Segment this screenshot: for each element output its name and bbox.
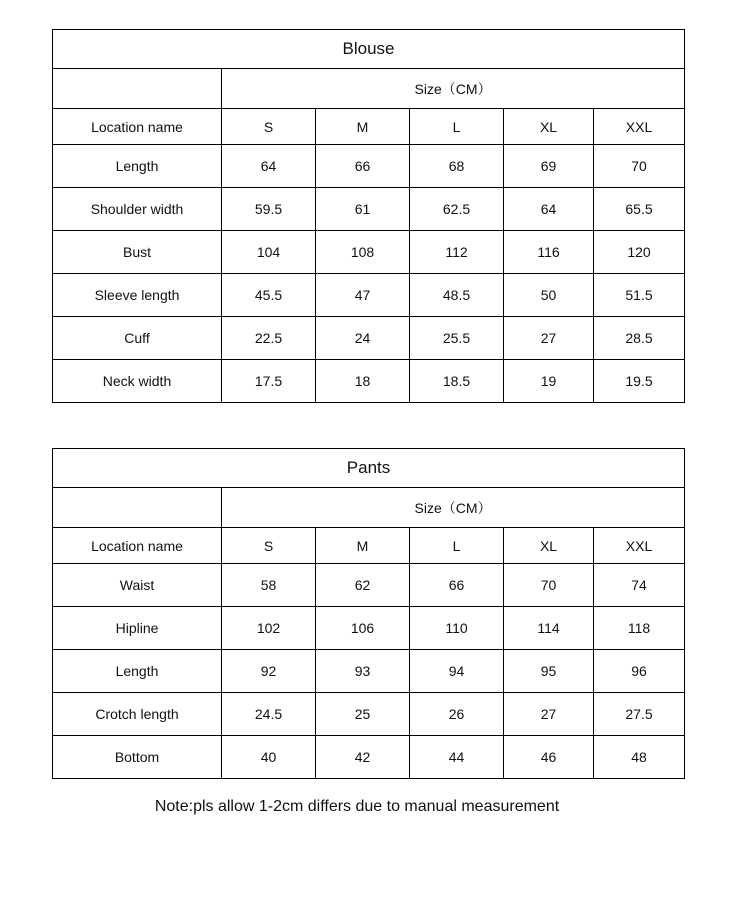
table-cell: 116 [504, 231, 594, 274]
table-cell: 48 [594, 736, 685, 779]
table-cell: 94 [410, 650, 504, 693]
measurement-note: Note:pls allow 1-2cm differs due to manual measurement [154, 798, 560, 815]
table-row [53, 274, 685, 317]
row-label: Hipline [53, 607, 222, 650]
row-label: Crotch length [53, 693, 222, 736]
table-cell: 69 [504, 145, 594, 188]
table-cell: 62.5 [410, 188, 504, 231]
table-cell: 27.5 [594, 693, 685, 736]
size-unit-label: Size（CM） [222, 488, 685, 528]
table-cell: 45.5 [222, 274, 316, 317]
pants-size-table [52, 448, 685, 779]
column-header: XL [504, 528, 594, 564]
table-cell: 18.5 [410, 360, 504, 403]
blouse-size-table [52, 29, 685, 403]
table-row [53, 145, 685, 188]
table-cell: 120 [594, 231, 685, 274]
table-cell: 64 [504, 188, 594, 231]
table-row [53, 650, 685, 693]
table-cell: 104 [222, 231, 316, 274]
table-row [53, 564, 685, 607]
column-header: S [222, 528, 316, 564]
table-cell: 106 [316, 607, 410, 650]
table-cell: 19.5 [594, 360, 685, 403]
table-cell: 68 [410, 145, 504, 188]
column-header: L [410, 528, 504, 564]
table-cell: 110 [410, 607, 504, 650]
table-row [53, 607, 685, 650]
table-cell: 44 [410, 736, 504, 779]
column-header: L [410, 109, 504, 145]
row-label: Cuff [53, 317, 222, 360]
table-cell: 24 [316, 317, 410, 360]
table-row [53, 317, 685, 360]
table-cell: 50 [504, 274, 594, 317]
row-label: Shoulder width [53, 188, 222, 231]
row-label: Bust [53, 231, 222, 274]
table-row [53, 188, 685, 231]
table-cell: 40 [222, 736, 316, 779]
table-cell: 118 [594, 607, 685, 650]
table-cell: 51.5 [594, 274, 685, 317]
table-cell: 74 [594, 564, 685, 607]
size-unit-label: Size（CM） [222, 69, 685, 109]
row-label: Neck width [53, 360, 222, 403]
table-cell: 59.5 [222, 188, 316, 231]
table-row [53, 736, 685, 779]
row-label: Length [53, 145, 222, 188]
table-cell: 25 [316, 693, 410, 736]
column-header: XXL [594, 109, 685, 145]
row-label: Sleeve length [53, 274, 222, 317]
table-cell: 108 [316, 231, 410, 274]
row-label: Length [53, 650, 222, 693]
column-header: XXL [594, 528, 685, 564]
table-cell: 66 [316, 145, 410, 188]
table-cell: 92 [222, 650, 316, 693]
table-cell: 17.5 [222, 360, 316, 403]
table-row [53, 231, 685, 274]
table-cell: 28.5 [594, 317, 685, 360]
table-cell: 48.5 [410, 274, 504, 317]
table-title: Blouse [53, 30, 685, 69]
table-cell: 62 [316, 564, 410, 607]
table-title: Pants [53, 449, 685, 488]
column-header: M [316, 528, 410, 564]
table-cell: 66 [410, 564, 504, 607]
table-cell: 24.5 [222, 693, 316, 736]
column-header: M [316, 109, 410, 145]
column-header: Location name [53, 528, 222, 564]
table-cell: 114 [504, 607, 594, 650]
column-header: XL [504, 109, 594, 145]
table-cell: 70 [504, 564, 594, 607]
table-cell: 27 [504, 317, 594, 360]
column-header: Location name [53, 109, 222, 145]
table-cell: 96 [594, 650, 685, 693]
table-cell: 95 [504, 650, 594, 693]
column-header: S [222, 109, 316, 145]
table-cell: 102 [222, 607, 316, 650]
table-cell: 42 [316, 736, 410, 779]
table-cell: 25.5 [410, 317, 504, 360]
row-label: Bottom [53, 736, 222, 779]
table-cell: 19 [504, 360, 594, 403]
table-row [53, 693, 685, 736]
table-row [53, 360, 685, 403]
table-cell: 65.5 [594, 188, 685, 231]
table-cell: 93 [316, 650, 410, 693]
row-label: Waist [53, 564, 222, 607]
empty-corner-cell [53, 488, 222, 528]
table-cell: 26 [410, 693, 504, 736]
table-cell: 18 [316, 360, 410, 403]
table-cell: 27 [504, 693, 594, 736]
table-cell: 47 [316, 274, 410, 317]
table-cell: 22.5 [222, 317, 316, 360]
table-cell: 46 [504, 736, 594, 779]
table-cell: 112 [410, 231, 504, 274]
table-cell: 61 [316, 188, 410, 231]
table-cell: 58 [222, 564, 316, 607]
table-cell: 70 [594, 145, 685, 188]
empty-corner-cell [53, 69, 222, 109]
table-cell: 64 [222, 145, 316, 188]
